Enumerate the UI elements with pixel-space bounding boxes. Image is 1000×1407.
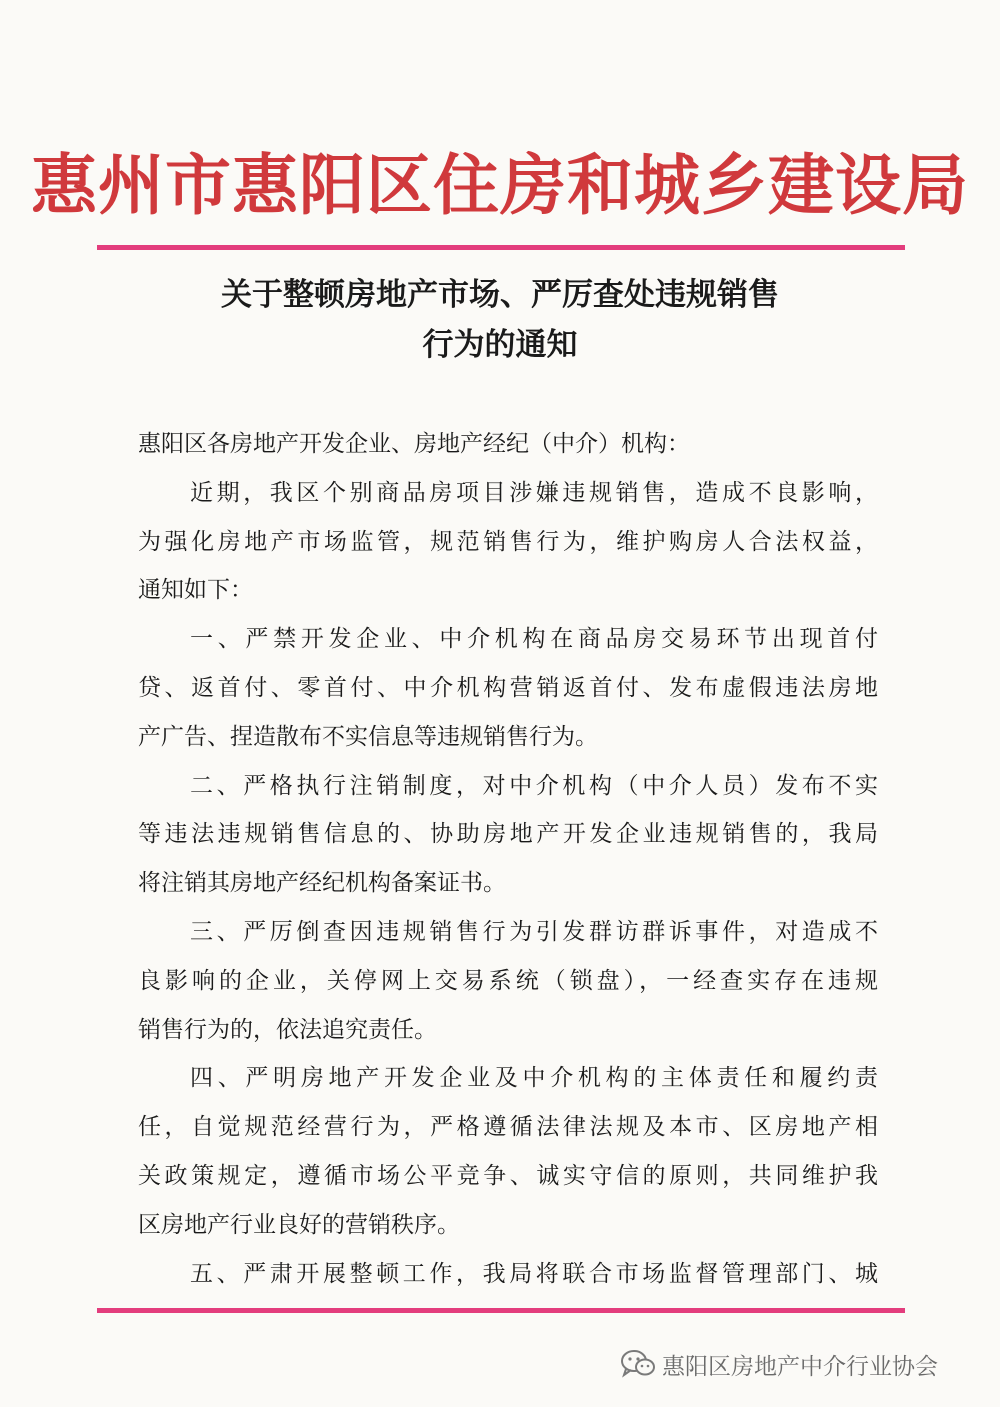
notice-body bbox=[138, 420, 878, 1298]
body-line: 一、严禁开发企业、中介机构在商品房交易环节出现首付 bbox=[190, 626, 878, 653]
body-line: 五、严肃开展整顿工作，我局将联合市场监督管理部门、城 bbox=[190, 1260, 878, 1287]
footer-rule bbox=[97, 1308, 905, 1313]
body-line: 通知如下： bbox=[138, 577, 253, 604]
watermark bbox=[620, 1345, 938, 1383]
body-line: 将注销其房地产经纪机构备案证书。 bbox=[138, 870, 506, 897]
body-line: 良影响的企业，关停网上交易系统（锁盘），一经查实存在违规 bbox=[138, 967, 878, 994]
body-line: 惠阳区各房地产开发企业、房地产经纪（中介）机构： bbox=[138, 431, 690, 457]
wechat-icon bbox=[620, 1349, 656, 1379]
header-rule bbox=[97, 245, 905, 250]
body-line: 近期，我区个别商品房项目涉嫌违规销售，造成不良影响， bbox=[190, 479, 878, 506]
watermark-label: 惠阳区房地产中介行业协会 bbox=[662, 1353, 938, 1380]
notice-title-line-2: 行为的通知 bbox=[422, 327, 578, 363]
body-line: 任，自觉规范经营行为，严格遵循法律法规及本市、区房地产相 bbox=[138, 1114, 878, 1141]
notice-title-line-1: 关于整顿房地产市场、严厉查处违规销售 bbox=[221, 277, 779, 313]
body-line: 为强化房地产市场监管，规范销售行为，维护购房人合法权益， bbox=[138, 528, 878, 555]
body-line: 贷、返首付、零首付、中介机构营销返首付、发布虚假违法房地 bbox=[138, 674, 878, 701]
body-line: 销售行为的，依法追究责任。 bbox=[138, 1016, 437, 1043]
body-line: 二、严格执行注销制度，对中介机构（中介人员）发布不实 bbox=[190, 772, 878, 799]
body-line: 关政策规定，遵循市场公平竞争、诚实守信的原则，共同维护我 bbox=[138, 1162, 878, 1189]
body-line: 三、严厉倒查因违规销售行为引发群访群诉事件，对造成不 bbox=[190, 918, 878, 945]
body-line: 等违法违规销售信息的、协助房地产开发企业违规销售的，我局 bbox=[138, 821, 878, 848]
body-line: 四、严明房地产开发企业及中介机构的主体责任和履约责 bbox=[190, 1065, 878, 1092]
body-line: 区房地产行业良好的营销秩序。 bbox=[138, 1211, 460, 1238]
org-name-header: 惠州市惠阳区住房和城乡建设局 bbox=[31, 146, 969, 224]
body-line: 产广告、捏造散布不实信息等违规销售行为。 bbox=[138, 723, 598, 750]
